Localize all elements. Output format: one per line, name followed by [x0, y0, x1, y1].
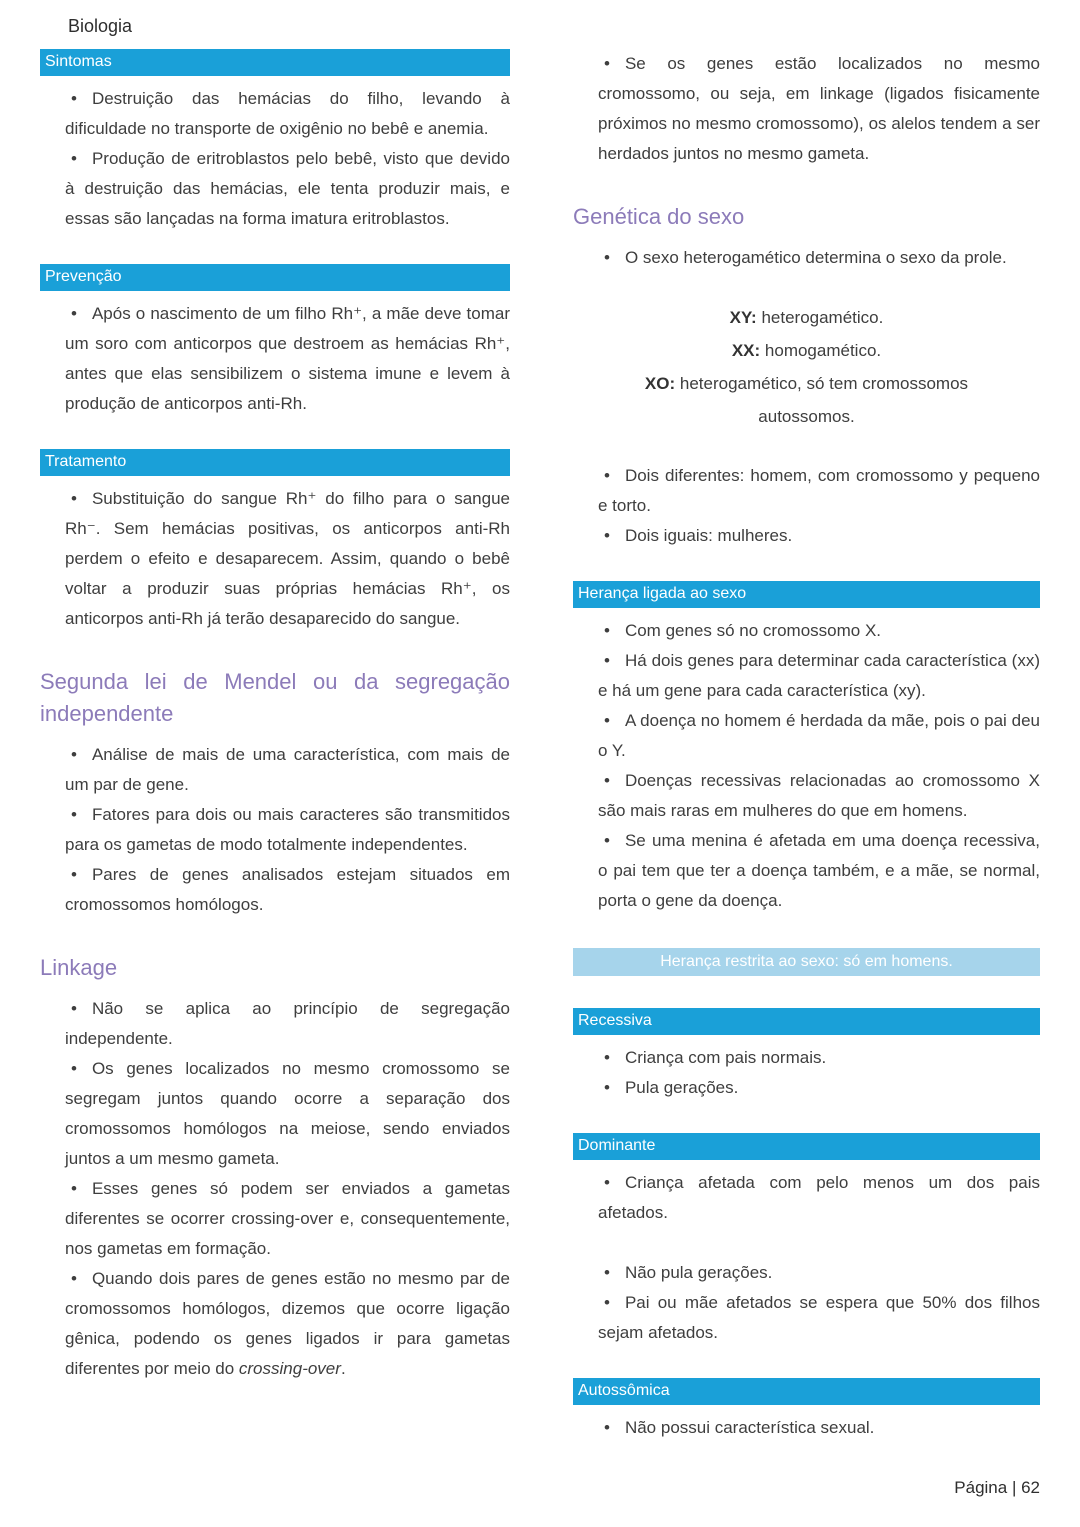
- bullet-list: [40, 299, 510, 419]
- section-header-label: Prevenção: [45, 268, 122, 285]
- section-header-bar: [40, 264, 510, 291]
- section-header-label: Tratamento: [45, 453, 127, 470]
- text-run: XX:: [731, 341, 761, 360]
- bullet-item: [598, 1413, 1040, 1443]
- bullet-list: [573, 1168, 1040, 1348]
- text-run: .: [340, 1359, 346, 1378]
- right-column: [573, 49, 1040, 1443]
- text-run: Análise de mais de uma característica, com mais de um par de gene.: [65, 745, 510, 794]
- bullet-item: [65, 994, 510, 1054]
- bullet-item: [598, 706, 1040, 766]
- text-run: Após o nascimento de um filho Rh⁺, a mãe deve tomar um soro com anticorpos que destroem as hemácias Rh⁺, antes que elas sensibilizem o sistema imune e levem à produção de anticorpos anti-Rh.: [65, 304, 510, 413]
- centered-lines: [607, 301, 1007, 433]
- text-run: XO:: [644, 374, 676, 393]
- section-header-label: Herança ligada ao sexo: [578, 585, 747, 602]
- text-run: Criança afetada com pelo menos um dos pais afetados.: [598, 1173, 1040, 1222]
- bullet-list: [573, 243, 1040, 273]
- bullet-item: [598, 826, 1040, 916]
- bullet-item: [65, 1264, 510, 1384]
- bullet-item: [65, 299, 510, 419]
- highlight-banner: Herança restrita ao sexo: só em homens.: [573, 948, 1040, 976]
- bullet-item: [65, 860, 510, 920]
- bullet-list: [40, 740, 510, 920]
- bullet-item: [65, 740, 510, 800]
- bullet-list: [40, 994, 510, 1384]
- text-run: Pula gerações.: [624, 1078, 739, 1097]
- text-run: Esses genes só podem ser enviados a gametas diferentes se ocorrer crossing-over e, consequentemente, nos gametas em formação.: [65, 1179, 510, 1258]
- section-header-bar: [40, 449, 510, 476]
- bullet-item: [65, 144, 510, 234]
- bullet-list: [573, 461, 1040, 551]
- section-header-label: Recessiva: [578, 1012, 652, 1029]
- bullet-item: [598, 1073, 1040, 1103]
- bullet-list: [40, 484, 510, 634]
- section-heading: Segunda lei de Mendel ou da segregação independente: [40, 669, 510, 726]
- bullet-list: [40, 84, 510, 234]
- left-column: [40, 49, 510, 1384]
- page-title: Biologia: [68, 16, 133, 36]
- bullet-item: [598, 1288, 1040, 1348]
- text-run: Fatores para dois ou mais caracteres são transmitidos para os gametas de modo totalmente independentes.: [65, 805, 510, 854]
- section-header-bar: [573, 1378, 1040, 1405]
- bullet-list: [573, 49, 1040, 169]
- text-run: A doença no homem é herdada da mãe, pois o pai deu o Y.: [598, 711, 1040, 760]
- text-run: Destruição das hemácias do filho, levando à dificuldade no transporte de oxigênio no bebê e anemia.: [65, 89, 510, 138]
- text-run: crossing-over: [238, 1359, 341, 1378]
- bullet-item: [65, 1054, 510, 1174]
- text-run: Há dois genes para determinar cada característica (xx) e há um gene para cada característica (xy).: [598, 651, 1040, 700]
- bullet-item: [598, 646, 1040, 706]
- text-run: homogamético.: [760, 341, 882, 360]
- text-run: Não possui característica sexual.: [624, 1418, 875, 1437]
- two-column-layout: [40, 49, 1040, 1443]
- section-heading: Linkage: [40, 955, 118, 980]
- section-header-bar: [573, 1008, 1040, 1035]
- text-run: Pai ou mãe afetados se espera que 50% dos filhos sejam afetados.: [598, 1293, 1040, 1342]
- bullet-item: [598, 49, 1040, 169]
- bullet-list: [573, 1043, 1040, 1103]
- bullet-item: [65, 1174, 510, 1264]
- text-run: Dois diferentes: homem, com cromossomo y pequeno e torto.: [598, 466, 1040, 515]
- text-run: XY:: [729, 308, 757, 327]
- text-run: Substituição do sangue Rh⁺ do filho para o sangue Rh⁻. Sem hemácias positivas, os anticorpos anti-Rh perdem o efeito e desaparecem. Assim, quando o bebê voltar a produzir suas próprias hemácias Rh⁺, os anticorpos anti-Rh já terão desaparecido do sangue.: [65, 489, 510, 628]
- bullet-list: [573, 1413, 1040, 1443]
- section-header-bar: [40, 49, 510, 76]
- bullet-item: [598, 1168, 1040, 1228]
- section-header-bar: [573, 1133, 1040, 1160]
- bullet-item: [598, 461, 1040, 521]
- bullet-item: [598, 766, 1040, 826]
- bullet-item: [598, 1043, 1040, 1073]
- bullet-item: [598, 243, 1040, 273]
- text-run: Se uma menina é afetada em uma doença recessiva, o pai tem que ter a doença também, e a mãe, se normal, porta o gene da doença.: [598, 831, 1040, 910]
- page-number: Página | 62: [954, 1478, 1040, 1497]
- bullet-item: [65, 484, 510, 634]
- bullet-item: [598, 616, 1040, 646]
- text-run: Os genes localizados no mesmo cromossomo se segregam juntos quando ocorre a separação dos cromossomos homólogos na meiose, sendo enviados juntos a um mesmo gameta.: [65, 1059, 510, 1168]
- center-line: [607, 301, 1007, 334]
- center-line: [607, 367, 1007, 433]
- bullet-item: [598, 521, 1040, 551]
- section-heading: Genética do sexo: [573, 204, 745, 229]
- text-run: heterogamético, só tem cromossomos autossomos.: [675, 374, 969, 426]
- text-run: heterogamético.: [756, 308, 884, 327]
- text-run: Com genes só no cromossomo X.: [624, 621, 882, 640]
- text-run: Criança com pais normais.: [624, 1048, 827, 1067]
- text-run: Não se aplica ao princípio de segregação independente.: [65, 999, 510, 1048]
- text-run: Pares de genes analisados estejam situados em cromossomos homólogos.: [65, 865, 510, 914]
- text-run: Produção de eritroblastos pelo bebê, visto que devido à destruição das hemácias, ele tenta produzir mais, e essas são lançadas na forma imatura eritroblastos.: [65, 149, 510, 228]
- section-header-bar: [573, 581, 1040, 608]
- bullet-item: [598, 1258, 1040, 1288]
- section-header-label: Autossômica: [578, 1382, 670, 1399]
- text-run: O sexo heterogamético determina o sexo da prole.: [624, 248, 1007, 267]
- text-run: Doenças recessivas relacionadas ao cromossomo X são mais raras em mulheres do que em homens.: [598, 771, 1040, 820]
- section-header-label: Sintomas: [45, 53, 112, 70]
- text-run: Quando dois pares de genes estão no mesmo par de cromossomos homólogos, dizemos que ocorre ligação gênica, podendo os genes ligados ir para gametas diferentes por meio do: [65, 1269, 510, 1378]
- text-run: Se os genes estão localizados no mesmo cromossomo, ou seja, em linkage (ligados fisicamente próximos no mesmo cromossomo), os alelos tendem a ser herdados juntos no mesmo gameta.: [598, 54, 1040, 163]
- text-run: Dois iguais: mulheres.: [624, 526, 793, 545]
- center-line: [607, 334, 1007, 367]
- bullet-item: [65, 84, 510, 144]
- text-run: Não pula gerações.: [624, 1263, 773, 1282]
- bullet-list: [573, 616, 1040, 916]
- section-header-label: Dominante: [578, 1137, 656, 1154]
- bullet-item: [65, 800, 510, 860]
